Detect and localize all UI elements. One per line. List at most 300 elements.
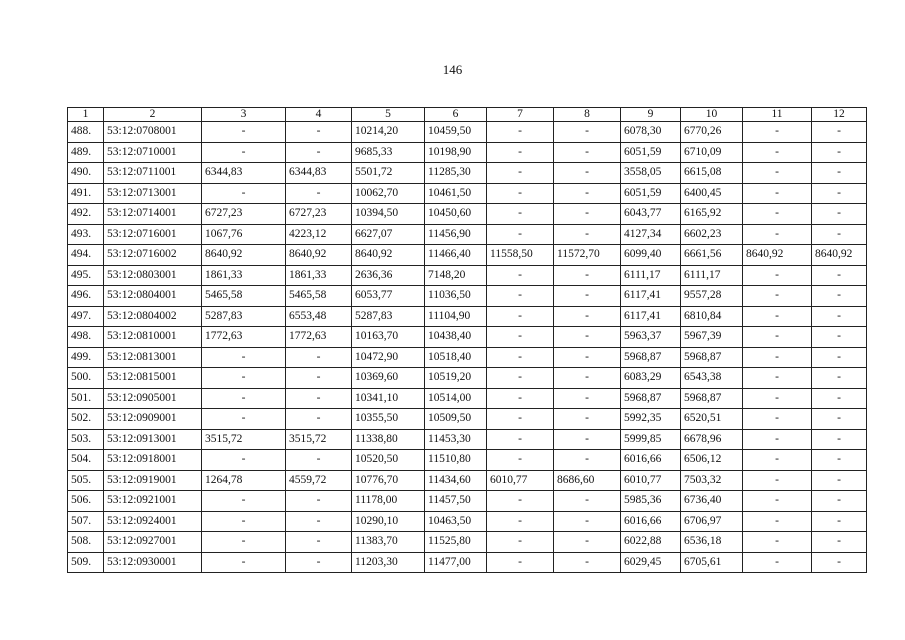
value-cell: - <box>743 552 812 573</box>
row-number-cell: 493. <box>68 224 104 245</box>
cadastral-code-cell: 53:12:0905001 <box>104 388 202 409</box>
value-cell: - <box>202 388 286 409</box>
value-cell: 6099,40 <box>621 245 681 266</box>
value-cell: 10369,60 <box>352 368 425 389</box>
table-row <box>68 163 867 184</box>
column-header-10: 10 <box>681 108 743 122</box>
value-cell: - <box>554 388 621 409</box>
cadastral-code-cell: 53:12:0711001 <box>104 163 202 184</box>
value-cell: 1264,78 <box>202 470 286 491</box>
table-row <box>68 429 867 450</box>
value-cell: - <box>286 552 352 573</box>
value-cell: - <box>487 286 554 307</box>
value-cell: - <box>202 142 286 163</box>
value-cell: - <box>487 368 554 389</box>
value-cell: 6043,77 <box>621 204 681 225</box>
value-cell: 10438,40 <box>425 327 487 348</box>
value-cell: 10394,50 <box>352 204 425 225</box>
value-cell: - <box>286 532 352 553</box>
value-cell: - <box>487 327 554 348</box>
cadastral-code-cell: 53:12:0909001 <box>104 409 202 430</box>
table-row <box>68 347 867 368</box>
value-cell: - <box>286 491 352 512</box>
value-cell: 5968,87 <box>621 347 681 368</box>
value-cell: - <box>743 286 812 307</box>
value-cell: 10509,50 <box>425 409 487 430</box>
value-cell: - <box>202 409 286 430</box>
row-number-cell: 498. <box>68 327 104 348</box>
value-cell: 11453,30 <box>425 429 487 450</box>
value-cell: 6727,23 <box>286 204 352 225</box>
value-cell: - <box>554 142 621 163</box>
value-cell: 6051,59 <box>621 142 681 163</box>
value-cell: - <box>812 511 867 532</box>
value-cell: 8640,92 <box>743 245 812 266</box>
row-number-cell: 489. <box>68 142 104 163</box>
table-row <box>68 552 867 573</box>
value-cell: 6678,96 <box>681 429 743 450</box>
value-cell: 3515,72 <box>286 429 352 450</box>
value-cell: 6010,77 <box>487 470 554 491</box>
table-row <box>68 511 867 532</box>
value-cell: - <box>202 532 286 553</box>
value-cell: 8640,92 <box>286 245 352 266</box>
value-cell: 11466,40 <box>425 245 487 266</box>
table-row <box>68 470 867 491</box>
column-header-5: 5 <box>352 108 425 122</box>
cadastral-code-cell: 53:12:0708001 <box>104 122 202 143</box>
value-cell: - <box>812 470 867 491</box>
value-cell: 5999,85 <box>621 429 681 450</box>
cadastral-code-cell: 53:12:0713001 <box>104 183 202 204</box>
value-cell: - <box>812 286 867 307</box>
value-cell: 7148,20 <box>425 265 487 286</box>
value-cell: - <box>487 429 554 450</box>
value-cell: 11477,00 <box>425 552 487 573</box>
value-cell: 5287,83 <box>202 306 286 327</box>
value-cell: - <box>554 552 621 573</box>
value-cell: - <box>554 306 621 327</box>
value-cell: 10214,20 <box>352 122 425 143</box>
row-number-cell: 504. <box>68 450 104 471</box>
cadastral-code-cell: 53:12:0710001 <box>104 142 202 163</box>
value-cell: - <box>554 163 621 184</box>
cadastral-code-cell: 53:12:0927001 <box>104 532 202 553</box>
cadastral-code-cell: 53:12:0803001 <box>104 265 202 286</box>
value-cell: - <box>286 368 352 389</box>
value-cell: - <box>743 265 812 286</box>
table-row <box>68 286 867 307</box>
value-cell: 6083,29 <box>621 368 681 389</box>
value-cell: - <box>286 388 352 409</box>
row-number-cell: 505. <box>68 470 104 491</box>
value-cell: 11383,70 <box>352 532 425 553</box>
row-number-cell: 507. <box>68 511 104 532</box>
value-cell: 6053,77 <box>352 286 425 307</box>
value-cell: - <box>743 511 812 532</box>
value-cell: 6029,45 <box>621 552 681 573</box>
cadastral-code-cell: 53:12:0919001 <box>104 470 202 491</box>
table-row <box>68 204 867 225</box>
row-number-cell: 491. <box>68 183 104 204</box>
value-cell: - <box>743 142 812 163</box>
row-number-cell: 503. <box>68 429 104 450</box>
value-cell: 1772,63 <box>202 327 286 348</box>
value-cell: 11203,30 <box>352 552 425 573</box>
value-cell: - <box>554 327 621 348</box>
value-cell: - <box>554 450 621 471</box>
value-cell: 11525,80 <box>425 532 487 553</box>
value-cell: - <box>812 306 867 327</box>
value-cell: - <box>812 183 867 204</box>
value-cell: 4223,12 <box>286 224 352 245</box>
value-cell: 10459,50 <box>425 122 487 143</box>
value-cell: - <box>286 183 352 204</box>
value-cell: - <box>812 142 867 163</box>
value-cell: 6016,66 <box>621 511 681 532</box>
value-cell: 11285,30 <box>425 163 487 184</box>
value-cell: 6602,23 <box>681 224 743 245</box>
value-cell: 10461,50 <box>425 183 487 204</box>
value-cell: - <box>812 450 867 471</box>
value-cell: - <box>743 429 812 450</box>
table-row <box>68 532 867 553</box>
cadastral-code-cell: 53:12:0716001 <box>104 224 202 245</box>
cadastral-code-cell: 53:12:0810001 <box>104 327 202 348</box>
value-cell: 6344,83 <box>202 163 286 184</box>
table-row <box>68 142 867 163</box>
table-row <box>68 306 867 327</box>
value-cell: - <box>487 347 554 368</box>
data-table <box>67 107 867 573</box>
value-cell: 6344,83 <box>286 163 352 184</box>
page-number: 146 <box>442 62 463 77</box>
row-number-cell: 508. <box>68 532 104 553</box>
value-cell: - <box>743 224 812 245</box>
value-cell: 5968,87 <box>621 388 681 409</box>
table-row <box>68 409 867 430</box>
value-cell: - <box>286 450 352 471</box>
value-cell: 6010,77 <box>621 470 681 491</box>
value-cell: 6736,40 <box>681 491 743 512</box>
value-cell: - <box>812 224 867 245</box>
column-header-11: 11 <box>743 108 812 122</box>
cadastral-code-cell: 53:12:0714001 <box>104 204 202 225</box>
value-cell: 11456,90 <box>425 224 487 245</box>
value-cell: 10472,90 <box>352 347 425 368</box>
value-cell: 1861,33 <box>202 265 286 286</box>
column-header-3: 3 <box>202 108 286 122</box>
value-cell: - <box>487 491 554 512</box>
value-cell: - <box>743 347 812 368</box>
value-cell: - <box>812 532 867 553</box>
value-cell: 10463,50 <box>425 511 487 532</box>
value-cell: 4127,34 <box>621 224 681 245</box>
value-cell: - <box>812 368 867 389</box>
cadastral-code-cell: 53:12:0913001 <box>104 429 202 450</box>
value-cell: - <box>554 286 621 307</box>
value-cell: 8686,60 <box>554 470 621 491</box>
value-cell: - <box>554 368 621 389</box>
column-header-8: 8 <box>554 108 621 122</box>
column-header-7: 7 <box>487 108 554 122</box>
value-cell: - <box>487 552 554 573</box>
cadastral-code-cell: 53:12:0921001 <box>104 491 202 512</box>
value-cell: 10514,00 <box>425 388 487 409</box>
column-header-1: 1 <box>68 108 104 122</box>
row-number-cell: 509. <box>68 552 104 573</box>
value-cell: - <box>743 368 812 389</box>
value-cell: - <box>487 265 554 286</box>
table-row <box>68 388 867 409</box>
value-cell: - <box>487 450 554 471</box>
value-cell: 6661,56 <box>681 245 743 266</box>
value-cell: 5985,36 <box>621 491 681 512</box>
value-cell: - <box>743 532 812 553</box>
value-cell: - <box>554 265 621 286</box>
value-cell: 5963,37 <box>621 327 681 348</box>
value-cell: 2636,36 <box>352 265 425 286</box>
value-cell: 6078,30 <box>621 122 681 143</box>
value-cell: 11510,80 <box>425 450 487 471</box>
value-cell: 6710,09 <box>681 142 743 163</box>
value-cell: 6165,92 <box>681 204 743 225</box>
value-cell: 10290,10 <box>352 511 425 532</box>
row-number-cell: 490. <box>68 163 104 184</box>
value-cell: - <box>286 142 352 163</box>
cadastral-code-cell: 53:12:0815001 <box>104 368 202 389</box>
value-cell: - <box>487 532 554 553</box>
value-cell: 10519,20 <box>425 368 487 389</box>
value-cell: - <box>554 122 621 143</box>
column-header-9: 9 <box>621 108 681 122</box>
value-cell: 5465,58 <box>286 286 352 307</box>
value-cell: - <box>812 204 867 225</box>
value-cell: - <box>202 552 286 573</box>
cadastral-code-cell: 53:12:0924001 <box>104 511 202 532</box>
value-cell: - <box>202 122 286 143</box>
value-cell: 6705,61 <box>681 552 743 573</box>
cadastral-code-cell: 53:12:0804001 <box>104 286 202 307</box>
value-cell: 5465,58 <box>202 286 286 307</box>
value-cell: - <box>286 347 352 368</box>
table-body <box>68 122 867 573</box>
value-cell: 1067,76 <box>202 224 286 245</box>
value-cell: 10341,10 <box>352 388 425 409</box>
value-cell: - <box>487 306 554 327</box>
value-cell: - <box>487 204 554 225</box>
value-cell: 10198,90 <box>425 142 487 163</box>
value-cell: - <box>202 450 286 471</box>
value-cell: - <box>812 265 867 286</box>
table-row <box>68 450 867 471</box>
table-row <box>68 327 867 348</box>
value-cell: 6770,26 <box>681 122 743 143</box>
cadastral-code-cell: 53:12:0813001 <box>104 347 202 368</box>
value-cell: - <box>554 409 621 430</box>
value-cell: - <box>487 163 554 184</box>
value-cell: - <box>554 491 621 512</box>
row-number-cell: 497. <box>68 306 104 327</box>
value-cell: 10062,70 <box>352 183 425 204</box>
value-cell: - <box>743 183 812 204</box>
table-row <box>68 265 867 286</box>
value-cell: - <box>487 122 554 143</box>
value-cell: 6400,45 <box>681 183 743 204</box>
value-cell: 11178,00 <box>352 491 425 512</box>
value-cell: 6706,97 <box>681 511 743 532</box>
value-cell: 5968,87 <box>681 388 743 409</box>
value-cell: - <box>743 204 812 225</box>
value-cell: 3515,72 <box>202 429 286 450</box>
value-cell: 7503,32 <box>681 470 743 491</box>
value-cell: 5992,35 <box>621 409 681 430</box>
value-cell: - <box>554 183 621 204</box>
value-cell: 6051,59 <box>621 183 681 204</box>
value-cell: - <box>487 142 554 163</box>
value-cell: - <box>202 347 286 368</box>
value-cell: - <box>554 511 621 532</box>
value-cell: 1861,33 <box>286 265 352 286</box>
table-header <box>68 108 867 122</box>
value-cell: 10450,60 <box>425 204 487 225</box>
cadastral-code-cell: 53:12:0804002 <box>104 306 202 327</box>
value-cell: 5501,72 <box>352 163 425 184</box>
row-number-cell: 501. <box>68 388 104 409</box>
column-header-2: 2 <box>104 108 202 122</box>
table-row <box>68 491 867 512</box>
row-number-cell: 496. <box>68 286 104 307</box>
value-cell: - <box>812 491 867 512</box>
value-cell: 6543,38 <box>681 368 743 389</box>
value-cell: - <box>743 388 812 409</box>
table-row <box>68 224 867 245</box>
value-cell: 10520,50 <box>352 450 425 471</box>
value-cell: - <box>743 491 812 512</box>
value-cell: 9557,28 <box>681 286 743 307</box>
value-cell: 6727,23 <box>202 204 286 225</box>
value-cell: - <box>554 532 621 553</box>
value-cell: 11036,50 <box>425 286 487 307</box>
value-cell: - <box>812 163 867 184</box>
table-row <box>68 368 867 389</box>
value-cell: 6810,84 <box>681 306 743 327</box>
value-cell: 6536,18 <box>681 532 743 553</box>
value-cell: 4559,72 <box>286 470 352 491</box>
value-cell: 5968,87 <box>681 347 743 368</box>
value-cell: - <box>743 327 812 348</box>
value-cell: - <box>812 552 867 573</box>
value-cell: 10776,70 <box>352 470 425 491</box>
value-cell: - <box>487 409 554 430</box>
row-number-cell: 488. <box>68 122 104 143</box>
value-cell: 6117,41 <box>621 306 681 327</box>
cadastral-code-cell: 53:12:0716002 <box>104 245 202 266</box>
value-cell: - <box>487 511 554 532</box>
value-cell: - <box>202 491 286 512</box>
value-cell: 10518,40 <box>425 347 487 368</box>
value-cell: - <box>286 409 352 430</box>
row-number-cell: 492. <box>68 204 104 225</box>
value-cell: 10355,50 <box>352 409 425 430</box>
value-cell: - <box>286 122 352 143</box>
value-cell: 6615,08 <box>681 163 743 184</box>
column-header-4: 4 <box>286 108 352 122</box>
table-row <box>68 122 867 143</box>
cadastral-code-cell: 53:12:0930001 <box>104 552 202 573</box>
value-cell: 6506,12 <box>681 450 743 471</box>
cadastral-code-cell: 53:12:0918001 <box>104 450 202 471</box>
value-cell: 6117,41 <box>621 286 681 307</box>
value-cell: - <box>812 409 867 430</box>
value-cell: 11434,60 <box>425 470 487 491</box>
value-cell: - <box>812 122 867 143</box>
value-cell: - <box>743 122 812 143</box>
value-cell: 11558,50 <box>487 245 554 266</box>
value-cell: - <box>487 183 554 204</box>
value-cell: 11104,90 <box>425 306 487 327</box>
value-cell: 11338,80 <box>352 429 425 450</box>
table-row <box>68 183 867 204</box>
value-cell: 6022,88 <box>621 532 681 553</box>
value-cell: 6627,07 <box>352 224 425 245</box>
value-cell: - <box>743 450 812 471</box>
column-header-12: 12 <box>812 108 867 122</box>
value-cell: 11457,50 <box>425 491 487 512</box>
row-number-cell: 506. <box>68 491 104 512</box>
value-cell: 1772,63 <box>286 327 352 348</box>
value-cell: - <box>812 429 867 450</box>
row-number-cell: 494. <box>68 245 104 266</box>
value-cell: 6553,48 <box>286 306 352 327</box>
value-cell: 8640,92 <box>352 245 425 266</box>
value-cell: 3558,05 <box>621 163 681 184</box>
row-number-cell: 500. <box>68 368 104 389</box>
column-header-6: 6 <box>425 108 487 122</box>
value-cell: 6111,17 <box>681 265 743 286</box>
value-cell: - <box>743 470 812 491</box>
value-cell: 6520,51 <box>681 409 743 430</box>
row-number-cell: 502. <box>68 409 104 430</box>
value-cell: - <box>286 511 352 532</box>
value-cell: 9685,33 <box>352 142 425 163</box>
value-cell: 6111,17 <box>621 265 681 286</box>
value-cell: - <box>743 306 812 327</box>
value-cell: 5967,39 <box>681 327 743 348</box>
value-cell: - <box>554 204 621 225</box>
value-cell: - <box>812 347 867 368</box>
value-cell: - <box>554 429 621 450</box>
value-cell: - <box>812 327 867 348</box>
value-cell: - <box>202 511 286 532</box>
value-cell: 8640,92 <box>812 245 867 266</box>
value-cell: - <box>554 224 621 245</box>
value-cell: - <box>202 183 286 204</box>
row-number-cell: 499. <box>68 347 104 368</box>
value-cell: 8640,92 <box>202 245 286 266</box>
value-cell: 10163,70 <box>352 327 425 348</box>
value-cell: 5287,83 <box>352 306 425 327</box>
table-row <box>68 245 867 266</box>
value-cell: - <box>554 347 621 368</box>
row-number-cell: 495. <box>68 265 104 286</box>
header-row <box>68 108 867 122</box>
value-cell: - <box>487 388 554 409</box>
value-cell: - <box>487 224 554 245</box>
value-cell: - <box>202 368 286 389</box>
value-cell: 11572,70 <box>554 245 621 266</box>
value-cell: - <box>812 388 867 409</box>
